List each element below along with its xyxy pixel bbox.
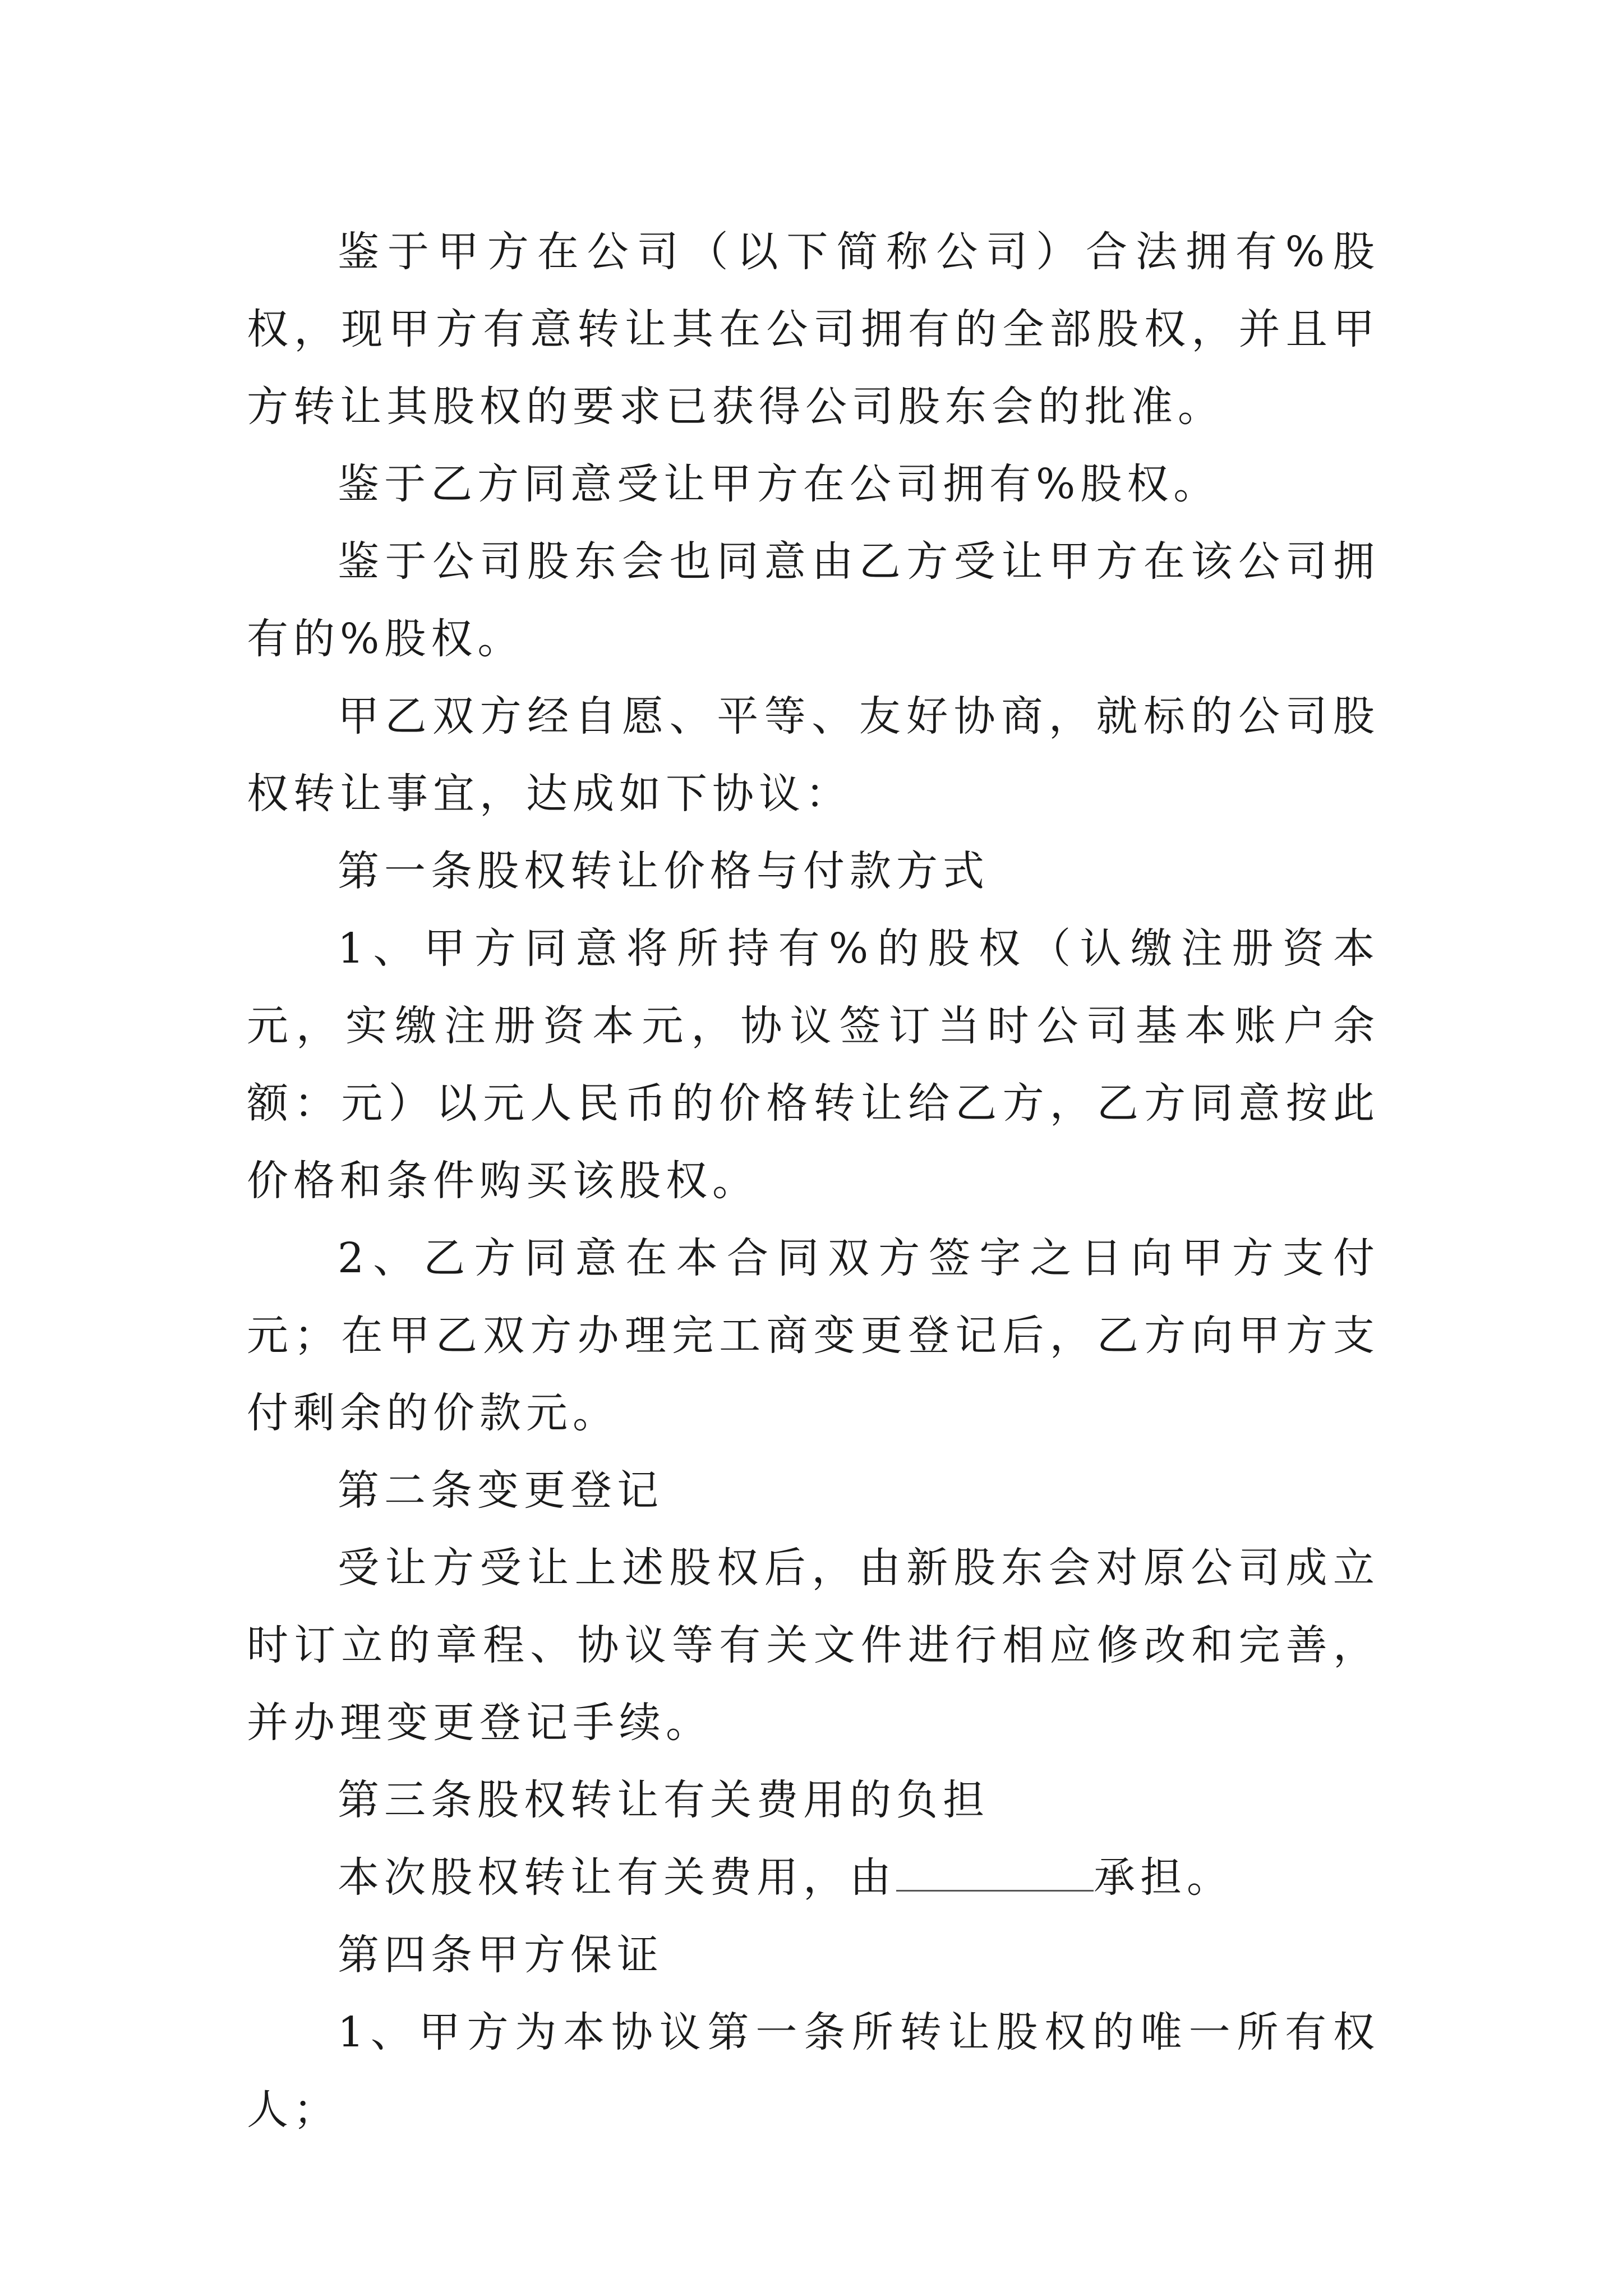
agreement-intro: 甲乙双方经自愿、平等、友好协商，就标的公司股权转让事宜，达成如下协议：: [247, 692, 1380, 818]
article-2-heading: 第二条变更登记: [338, 1466, 663, 1515]
article-1-heading: 第一条股权转让价格与付款方式: [338, 847, 989, 895]
recital-paragraph: 鉴于公司股东会也同意由乙方受让甲方在该公司拥有的%股权。: [247, 537, 1380, 663]
recital-paragraph: 鉴于甲方在公司（以下简称公司）合法拥有%股权，现甲方有意转让其在公司拥有的全部股权，并且甲方转让其股权的要求已获得公司股东会的批准。: [247, 228, 1380, 431]
document-body: [247, 213, 1380, 2148]
recital-paragraph: 鉴于乙方同意受让甲方在公司拥有%股权。: [338, 460, 1220, 508]
article-4-clause-1: 1、甲方为本协议第一条所转让股权的唯一所有权人；: [247, 2008, 1380, 2134]
article-3-body: [247, 1839, 1380, 1916]
article-3-heading: 第三条股权转让有关费用的负担: [338, 1776, 989, 1824]
fee-clause-before: 本次股权转让有关费用，由: [338, 1853, 896, 1902]
fee-clause-after: 承担。: [1094, 1853, 1233, 1902]
article-1-clause-1: 1、甲方同意将所持有%的股权（认缴注册资本元，实缴注册资本元，协议签订当时公司基本账户余额：元）以元人民币的价格转让给乙方，乙方同意按此价格和条件购买该股权。: [247, 924, 1380, 1205]
article-4-heading: 第四条甲方保证: [338, 1931, 663, 1979]
article-2-body: 受让方受让上述股权后，由新股东会对原公司成立时订立的章程、协议等有关文件进行相应修改和完善，并办理变更登记手续。: [247, 1544, 1380, 1747]
article-1-clause-2: 2、乙方同意在本合同双方签字之日向甲方支付元；在甲乙双方办理完工商变更登记后，乙方向甲方支付剩余的价款元。: [247, 1234, 1380, 1437]
fee-bearer-blank: [896, 1853, 1094, 1892]
